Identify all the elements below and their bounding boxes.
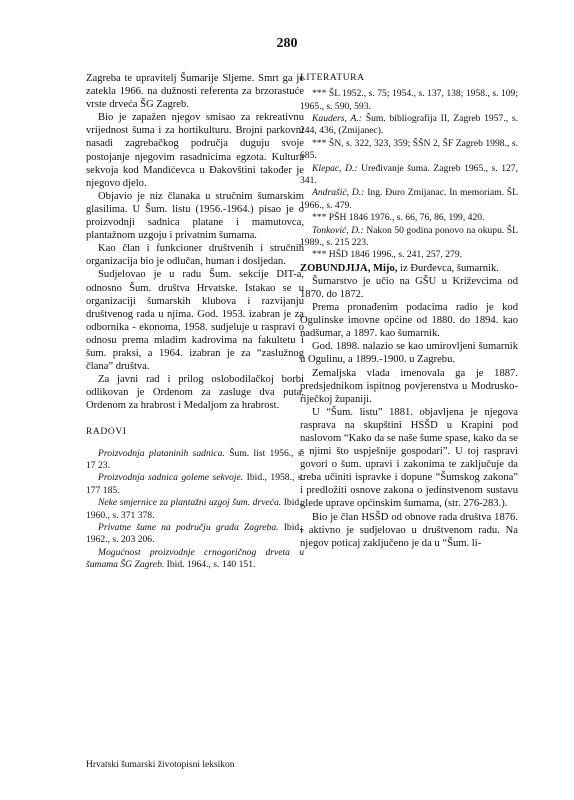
left-column	[86, 72, 304, 572]
work-title: Proizvodnja plataninih sadnica.	[98, 447, 225, 459]
paragraph: Kao član i funkcioner društvenih i stručnih organizacija bio je odlučan, human i dosljedan.	[86, 243, 304, 268]
work-source: Ibid. 1964., s. 140 151.	[164, 559, 256, 571]
works-heading: RADOVI	[86, 427, 127, 438]
entry-name: ZOBUNDJIJA, Mijo,	[300, 262, 398, 274]
work-item	[86, 547, 304, 572]
work-source: Ibid., 1960., s. 371 378.	[86, 497, 304, 521]
work-source: Ibid., 1958., s. 177 185.	[86, 472, 305, 496]
literature-author: Klepac, D.:	[312, 162, 358, 174]
literature-item	[300, 163, 518, 188]
paragraph: Zagreba te upravitelj Šumarije Sljeme. Smrt ga je zatekla 1966. na dužnosti referenta za brzorastuće vrste drveća ŠG Zagreb.	[86, 73, 304, 111]
paragraph: Bio je član HSŠD od obnove rada društva 1876. i aktivno je sudjelovao u društvenom radu. Na njegov poticaj zaključeno je da u “Šum. li-	[300, 511, 518, 549]
literature-item	[300, 249, 518, 261]
work-item	[86, 472, 304, 497]
literature-item	[300, 225, 518, 250]
literature-item	[300, 88, 518, 113]
paragraph: God. 1898. nalazio se kao umirovljeni šumarnik u Ogulinu, a 1899.-1900. u Zagrebu.	[300, 341, 518, 366]
paragraph: Zemaljska vlada imenovala ga je 1887. predsjednikom ispitnog povjerenstva u Modrusko-riječkoj županiji.	[300, 367, 518, 405]
page-number: 280	[276, 36, 298, 51]
literature-author: Kauders, A.:	[312, 112, 362, 124]
work-source: Šum. list 1956., s. 17 23.	[86, 447, 304, 471]
work-item	[86, 448, 304, 473]
literature-heading: LITERATURA	[300, 73, 365, 83]
paragraph: Bio je zapažen njegov smisao za rekreativnu vrijednost šuma i za hortikulturu. Brojni parkovni nasadi zagrebačkog područja duguju svoje postojanje njegovim rasadnicima egzota. Kultura sekvoja kod Mandićevca u Đakovštini također je njegovo djelo.	[86, 112, 304, 189]
work-source: Ibid., 1962., s. 203 206.	[86, 521, 304, 546]
paragraph: Za javni rad i prilog oslobodilačkoj borbi odlikovan je Ordenom za zasluge dva puta, Ordenom za hrabrost i Medaljom za hrabrost.	[86, 374, 304, 412]
entry-header	[300, 262, 518, 275]
paragraph: Šumarstvo je učio na GŠU u Križevcima od 1870. do 1872.	[300, 275, 518, 300]
paragraph: Objavio je niz članaka u stručnim šumarskim glasilima. U Šum. listu (1956.-1964.) pisao je o proizvodnji sadnica platane i mamutovca, plantažnom uzgoju i privatnim šumama.	[86, 190, 304, 242]
paragraph: Sudjelovao je u radu Šum. sekcije DIT-a, odnosno Šum. društva Hrvatske. Istakao se u organizaciji šumarskih klubova i razvijanju društvenog rada u njima. God. 1953. izabran je za odbornika - ekonoma, 1958. sudjeluje u raspravi o odnosu prema mladim kadrovima na fakultetu i šum. praksi, a 1964. izabran je za “zaslužnog člana” društva.	[86, 269, 304, 373]
literature-text: *** ŠN, s. 322, 323, 359; ŠŠN 2, ŠF Zagreb 1998., s. 685.	[300, 137, 518, 162]
work-item	[86, 522, 304, 547]
literature-author: Andrašić, D.:	[312, 187, 365, 199]
literature-text: Uređivanje šuma. Zagreb 1965., s. 127, 341.	[300, 162, 518, 186]
paragraph: Prema pronađenim podacima radio je kod Ogulinske imovne općine od 1880. do 1894. kao nadšumar, a 1897. kao šumarnik.	[300, 302, 518, 340]
work-title: Mogućnost proizvodnje crnogoričnog drveta u šumama ŠG Zagreb.	[86, 546, 304, 571]
literature-item	[300, 212, 518, 224]
work-title: Proizvodnja sadnica goleme sekvoje.	[98, 472, 244, 484]
work-title: Neke smjernice za plantažni uzgoj šum. drveća.	[98, 497, 282, 509]
paragraph: U “Šum. listu” 1881. objavljena je njegova rasprava na skupštini HSŠD u Krapini pod naslovom “Kako da se naše šume spase, kako da se s njimi što uspješnije gospodari”. U toj raspravi govori o šum. upravi i zakonima te zaključuje da treba učiniti ispravke i dopune “Šumskog zakona” i predložiti osnove zakona o jedinstvenom sustavu glede uprave općinskim šumama, (str. 276-283.).	[300, 406, 518, 510]
literature-text: *** HŠD 1846 1996., s. 241, 257, 279.	[312, 249, 463, 261]
literature-text: Ing. Đuro Zmijanac. In memoriam. ŠL 1966., s. 479.	[300, 187, 518, 211]
literature-text: Nakon 50 godina ponovo na okupu. ŠL 1989., s. 215 223.	[300, 224, 518, 248]
footer-title: Hrvatski šumarski životopisni leksikon	[86, 760, 235, 770]
literature-text: *** ŠL 1952., s. 75; 1954., s. 137, 138; 1958., s. 109; 1965., s. 590, 593.	[300, 88, 518, 112]
literature-item	[300, 138, 518, 163]
literature-item	[300, 113, 518, 138]
work-item	[86, 497, 304, 522]
entry-intro: iz Đurđevca, šumarnik.	[397, 262, 499, 274]
right-column	[300, 72, 518, 550]
literature-text: *** PŠH 1846 1976., s. 66, 76, 86, 199, 420.	[312, 212, 485, 224]
work-title: Privatne šume na području grada Zagreba.	[98, 521, 279, 533]
literature-author: Tonković, D.:	[312, 224, 364, 236]
literature-item	[300, 187, 518, 212]
literature-text: Šum. bibliografija II, Zagreb 1957., s. 244, 436, (Zmijanec).	[300, 112, 519, 137]
